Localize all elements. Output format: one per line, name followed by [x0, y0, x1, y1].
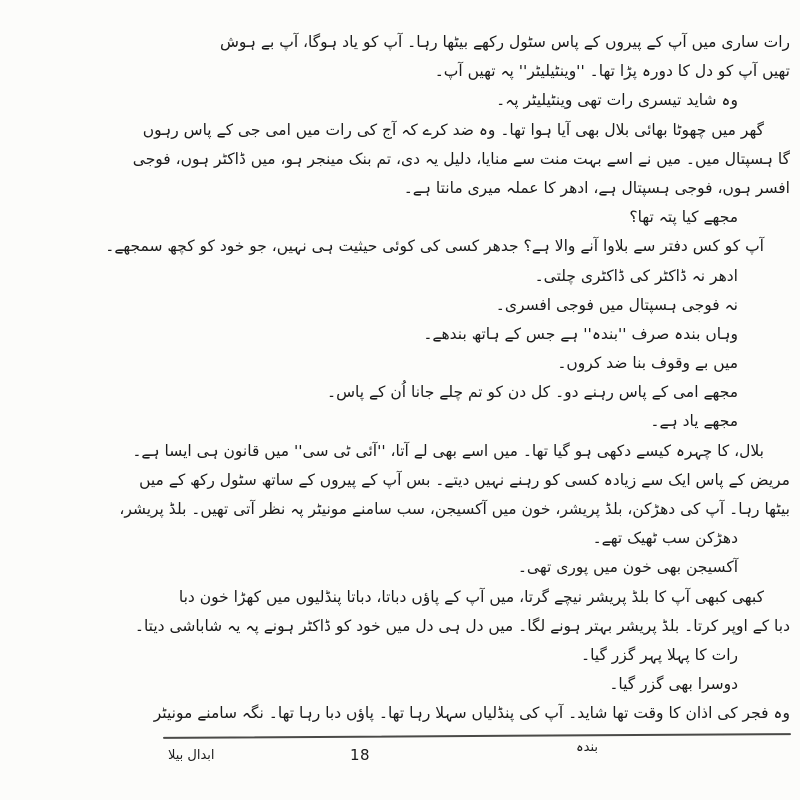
text-line: مجھے یاد ہے۔	[650, 412, 738, 431]
text-line: وہاں بندہ صرف ''بندہ'' ہے جس کے ہاتھ بندھے۔	[423, 324, 738, 343]
text-line: وہ شاید تیسری رات تھی وینٹیلیٹر پہ۔	[496, 91, 738, 110]
page-text	[60, 28, 790, 729]
text-line: مجھے کیا پتہ تھا؟	[629, 208, 738, 227]
text-line: دھڑکن سب ٹھیک تھے۔	[592, 529, 738, 548]
text-line: دبا کے اوپر کرتا۔ بلڈ پریشر بہتر ہونے لگا۔ میں دل ہی دل میں خود کو ڈاکٹر ہونے پہ یہ شاباشی دیتا۔	[134, 616, 790, 635]
text-line: تھیں آپ کو دل کا دورہ پڑا تھا۔ ''وینٹیلیٹر'' پہ تھیں آپ۔	[434, 62, 790, 81]
footer-rule	[163, 733, 791, 739]
text-line: رات ساری میں آپ کے پیروں کے پاس سٹول رکھے بیٹھا رہا۔ آپ کو یاد ہوگا، آپ بے ہوش	[219, 33, 790, 51]
text-line: آکسیجن بھی خون میں پوری تھی۔	[517, 558, 738, 577]
text-line: دوسرا بھی گزر گیا۔	[609, 675, 738, 694]
text-line: ادھر نہ ڈاکٹر کی ڈاکٹری چلتی۔	[534, 266, 738, 285]
text-line: رات کا پہلا پہر گزر گیا۔	[581, 645, 738, 664]
text-line: گا ہسپتال میں۔ میں نے اسے بہت منت سے منایا، دلیل یہ دی، تم بنک مینجر ہو، میں ڈاکٹر ہوں، فوجی	[132, 149, 790, 168]
text-line: نہ فوجی ہسپتال میں فوجی افسری۔	[495, 295, 738, 314]
text-line: بلال، کا چہرہ کیسے دکھی ہو گیا تھا۔ میں اسے بھی لے آتا، ''آئی ٹی سی'' میں قانون ہی ایسا ہے۔	[132, 441, 764, 460]
text-line: کبھی کبھی آپ کا بلڈ پریشر نیچے گرتا، میں آپ کے پاؤں دباتا، دباتا پنڈلیوں میں کھڑا خون دبا	[178, 587, 764, 606]
text-line: بیٹھا رہا۔ آپ کی دھڑکن، بلڈ پریشر، خون میں آکسیجن، سب سامنے مونیٹر پہ نظر آتی تھیں۔ بلڈ پریشر،	[119, 500, 790, 518]
text-line: وہ فجر کی اذان کا وقت تھا شاید۔ آپ کی پنڈلیاں سہلا رہا تھا۔ پاؤں دبا رہا تھا۔ نگہ سامنے مونیٹر	[153, 704, 790, 723]
text-line: میں بے وقوف بنا ضد کروں۔	[557, 354, 738, 373]
footer-page-number: 18	[349, 746, 371, 764]
text-line: آپ کو کس دفتر سے بلاوا آنے والا ہے؟ جدھر کسی کی کوئی حیثیت ہی نہیں، جو خود کو کچھ سمجھے۔	[105, 237, 764, 256]
footer-book-title: بندہ	[576, 740, 598, 755]
text-line: مریض کے پاس ایک سے زیادہ کسی کو رہنے نہیں دیتے۔ بس آپ کے پیروں کے ساتھ سٹول رکھ کے میں	[139, 470, 790, 489]
footer-author: ابدال بیلا	[168, 748, 215, 763]
text-line: افسر ہوں، فوجی ہسپتال ہے، ادھر کا عملہ میری مانتا ہے۔	[403, 178, 790, 197]
text-line: مجھے امی کے پاس رہنے دو۔ کل دن کو تم چلے جانا اُن کے پاس۔	[327, 383, 738, 402]
text-line: گھر میں چھوٹا بھائی بلال بھی آیا ہوا تھا۔ وہ ضد کرے کہ آج کی رات میں امی جی کے پاس رہوں	[142, 120, 764, 139]
